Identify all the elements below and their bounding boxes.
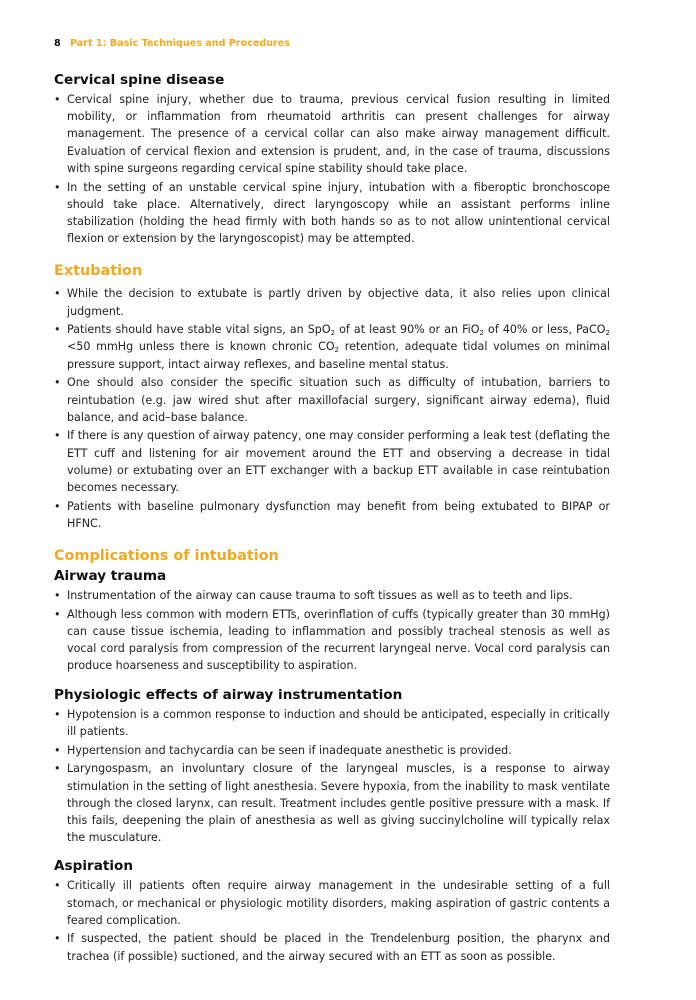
list-item: • If suspected, the patient should be placed in the Trendelenburg position, the pharynx and trachea (if possible) suctioned, and the airway secured with an ETT as soon as possible.: [54, 930, 610, 964]
subscript: 2: [605, 329, 610, 338]
heading-complications: Complications of intubation: [54, 548, 279, 565]
heading-airway-trauma: Airway trauma: [54, 568, 167, 585]
heading-physiologic-effects: Physiologic effects of airway instrumentation: [54, 686, 403, 703]
airway-trauma-list: [54, 587, 610, 675]
physiologic-list: [54, 706, 610, 847]
list-item: • If there is any question of airway patency, one may consider performing a leak test (deflating the ETT cuff and listening for air movement around the ETT and observing a decrease in tidal volume) or extubating over an ETT exchanger with a backup ETT available in case reintubation becomes necessary.: [54, 427, 610, 496]
list-item: • Cervical spine injury, whether due to trauma, previous cervical fusion resulting in limited mobility, or inflammation from rheumatoid arthritis can present challenges for airway management. The presence of a cervical collar can also make airway management difficult. Evaluation of cervical flexion and extension is prudent, and, in the case of trauma, discussions with spine surgeons regarding cervical spine stability should take place.: [54, 91, 610, 177]
heading-aspiration: Aspiration: [54, 858, 134, 875]
page-content: [54, 72, 610, 966]
page-number: 8: [54, 38, 61, 49]
heading-extubation: Extubation: [54, 263, 143, 280]
list-item: • Hypertension and tachycardia can be seen if inadequate anesthetic is provided.: [54, 742, 610, 759]
text-run: Patients should have stable vital signs, an SpO: [67, 323, 331, 337]
list-item: • Critically ill patients often require airway management in the undesirable setting of a full stomach, or mechanical or physiologic motility disorders, making aspiration of gastric contents a feared complication.: [54, 877, 610, 929]
text-run: <50 mmHg unless there is known chronic CO: [67, 340, 335, 354]
text-run: retention, adequate tidal volumes on minimal pressure support, intact airway reflexes, and baseline mental status.: [67, 340, 610, 371]
part-title: Part 1: Basic Techniques and Procedures: [70, 38, 290, 49]
heading-cervical-spine: Cervical spine disease: [54, 72, 225, 88]
subscript: 2: [330, 329, 336, 338]
list-item: • Instrumentation of the airway can cause trauma to soft tissues as well as to teeth and lips.: [54, 587, 610, 604]
subscript: 2: [479, 329, 484, 338]
list-item: • Laryngospasm, an involuntary closure of the laryngeal muscles, is a response to airway stimulation in the setting of light anesthesia. Severe hypoxia, from the inability to mask ventilate through the closed larynx, can result. Treatment includes gentle positive pressure with a mask. If this fails, deepening the plain of anesthesia as well as giving succinylcholine will typically relax the musculature.: [54, 760, 610, 846]
cervical-list: [54, 91, 610, 247]
list-item: • Although less common with modern ETTs, overinflation of cuffs (typically greater than 30 mmHg) can cause tissue ischemia, leading to inflammation and possibly tracheal stenosis as well as vocal cord paralysis from compression of the recurrent laryngeal nerve. Vocal cord paralysis can produce hoarseness and susceptibility to aspiration.: [54, 606, 610, 675]
aspiration-list: [54, 877, 610, 965]
list-item: • While the decision to extubate is partly driven by objective data, it also relies upon clinical judgment.: [54, 285, 610, 319]
text-run: of 40% or less, PaCO: [483, 323, 606, 337]
list-item: • Patients with baseline pulmonary dysfunction may benefit from being extubated to BIPAP or HFNC.: [54, 498, 610, 532]
subscript: 2: [334, 346, 340, 355]
list-item: • Hypotension is a common response to induction and should be anticipated, especially in critically ill patients.: [54, 706, 610, 740]
list-item: • One should also consider the specific situation such as difficulty of intubation, barriers to reintubation (e.g. jaw wired shut after maxillofacial surgery, significant airway edema), fluid balance, and acid–base balance.: [54, 374, 610, 426]
extubation-list: [54, 285, 610, 532]
text-run: of at least 90% or an FiO: [335, 323, 480, 337]
list-item: • In the setting of an unstable cervical spine injury, intubation with a fiberoptic bronchoscope should take place. Alternatively, direct laryngoscopy while an assistant performs inline stabilization (holding the head firmly with both hands so as to not allow unintentional cervical flexion or extension by the laryngoscopist) may be attempted.: [54, 179, 610, 248]
list-item: [54, 321, 610, 373]
running-header: [54, 38, 290, 49]
